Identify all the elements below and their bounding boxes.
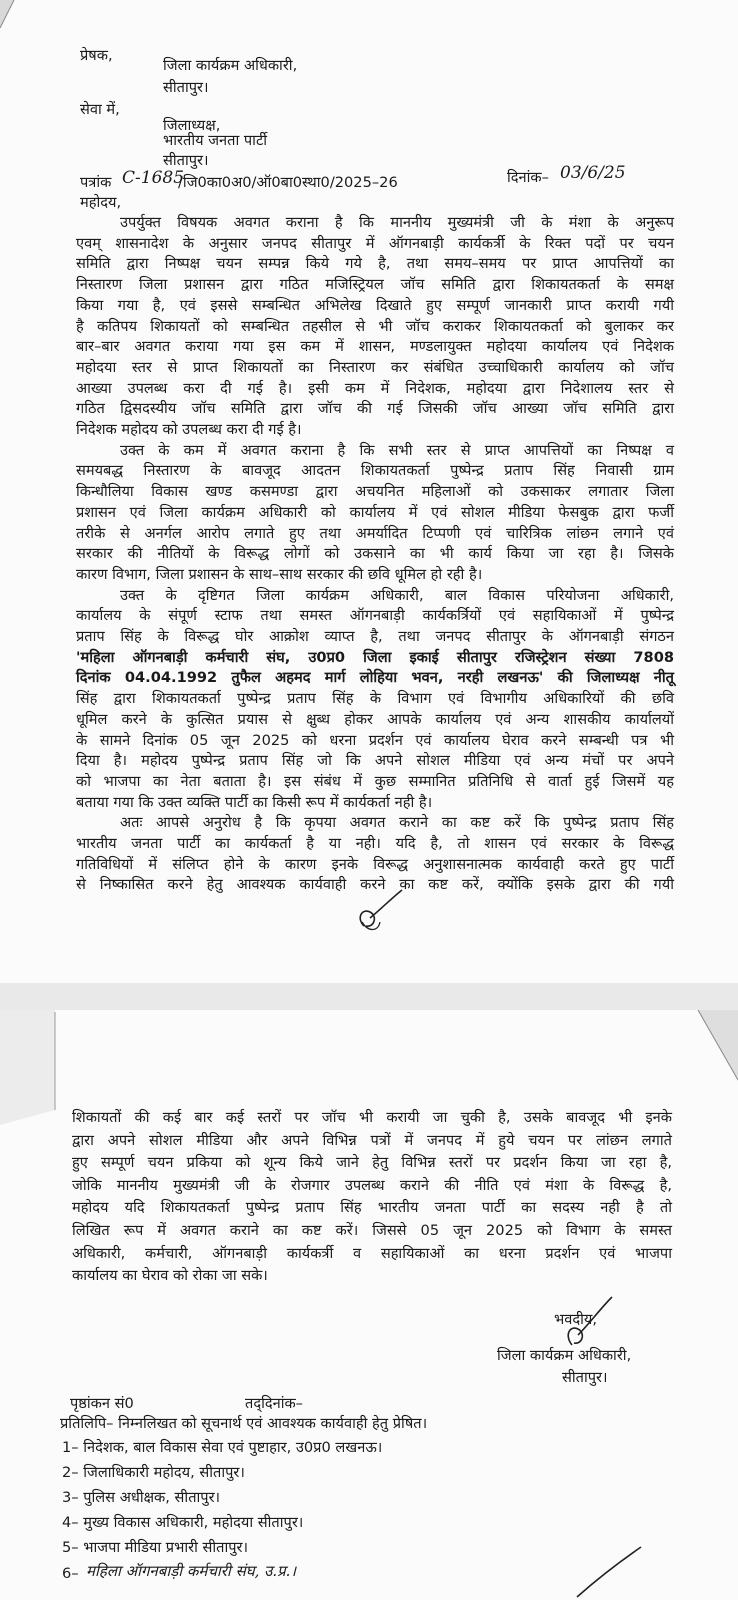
body-line: अधिकारी, कर्मचारी, ऑगनबाड़ी कार्यकर्त्री व सहायिकाओं का धरना प्रदर्शन एवं भाजपा bbox=[72, 1244, 672, 1262]
body-line: दिया है। महोदय पुष्पेन्द्र प्रताप सिंह जो कि अपने सोशल मीडिया एवं अन्य मंचों पर अपने bbox=[76, 752, 674, 770]
body-line: दिनांक 04.04.1992 तुफैल अहमद मार्ग लोहिया भवन, नरही लखनऊ' की जिलाध्यक्ष नीतू bbox=[76, 669, 674, 687]
body-line: सरकार की नीतियों के विरूद्ध लोगों को उकसाने का भी कार्य किया जा रहा है। जिसके bbox=[76, 545, 674, 563]
body-line: बार–बार अवगत कराया गया इस कम में शासन, मण्डलायुक्त महोदया कार्यालय एवं निदेशक bbox=[76, 338, 674, 356]
body-line: कार्यालय के संपूर्ण स्टाफ तथा समस्त ऑगनबाड़ी कार्यकर्त्रियों एवं सहायिकाओं में पुष्पेन्द्र bbox=[76, 607, 674, 625]
to-label: सेवा में, bbox=[80, 101, 120, 118]
body-line: धूमिल करने के कुत्सित प्रयास से क्षुब्ध होकर आपके कार्यालय एवं अन्य शासकीय कार्यालयों bbox=[76, 710, 674, 728]
copy-item-6-handwritten: महिला ऑगनबाड़ी कर्मचारी संघ, उ.प्र.। bbox=[86, 1562, 297, 1580]
body-line: प्रताप सिंह के विरूद्ध घोर आक्रोश व्याप्त है, तथा जनपद सीतापुर के ऑगनबाड़ी संगठन bbox=[76, 628, 674, 645]
body-line: आख्या उपलब्ध करा दी गई है। इसी कम में निदेशक, महोदया द्वारा निदेशालय स्तर से bbox=[76, 379, 674, 397]
copy-list-item: 5– भाजपा मीडिया प्रभारी सीतापुर। bbox=[62, 1539, 249, 1556]
pen-stroke bbox=[575, 1545, 645, 1600]
body-line: एवम् शासनादेश के अनुसार जनपद सीतापुर में ऑगनबाड़ी कार्यकर्त्री के रिक्त पदों पर चयन bbox=[76, 234, 674, 252]
body-line: से निष्कासित करने हेतु आवश्यक कार्यवाही करने का कष्ट करें, क्योंकि इसके द्वारा की गयी bbox=[76, 876, 674, 894]
body-line: को भाजपा का नेता बताता है। इस संबंध में कुछ सम्मानित प्रतिनिधि से वार्ता हुई जिसमें यह bbox=[76, 772, 674, 790]
body-line: सिंह द्वारा शिकायतकर्ता पुष्पेन्द्र प्रताप सिंह के विभाग एवं विभागीय अधिकारियों की छवि bbox=[76, 690, 674, 708]
body-line: किन्धौलिया विकास खण्ड कसमण्डा द्वारा अचयनित महिलाओं को उकसाकर लगातार जिला bbox=[76, 483, 674, 501]
body-line: कार्यालय का घेराव को रोका जा सके। bbox=[72, 1267, 268, 1285]
body-line: द्वारा अपने सोशल मीडिया और अपने विभिन्न पत्रों में जनपद में हुये चयन पर लांछन लगाते bbox=[72, 1131, 672, 1149]
body-line: प्रशासन एवं जिला कार्यक्रम अधिकारी को कार्यालय में एवं सोशल मीडिया फेसबुक द्वारा फर्जी bbox=[76, 503, 674, 521]
signoff-line-2: सीतापुर। bbox=[562, 1369, 608, 1386]
date-handwritten: 03/6/25 bbox=[560, 163, 626, 183]
ref-handwritten: C-1685 bbox=[122, 168, 185, 188]
body-line: उक्त के दृष्टिगत जिला कार्यक्रम अधिकारी, बाल विकास परियोजना अधिकारी, bbox=[120, 586, 674, 604]
body-line: के सामने दिनांक 05 जून 2025 को धरना प्रदर्शन एवं कार्यालय घेराव करने सम्बन्धी पत्र भी bbox=[76, 731, 674, 749]
body-line: 'महिला ऑगनबाड़ी कर्मचारी संघ, उ0प्र0 जिला इकाई सीतापुर रजिस्ट्रेशन संख्या 7808 bbox=[76, 648, 674, 666]
ref-number: /जि0का0अ0/ऑ0बा0स्था0/2025–26 bbox=[178, 174, 398, 191]
body-line: हुए सम्पूर्ण चयन प्रकिया को शून्य किये जाने हेतु विभिन्न स्तरों पर प्रदर्शन किया जा रहा है, bbox=[72, 1154, 672, 1172]
endorsement-date: तद्‌दिनांक– bbox=[245, 1395, 303, 1412]
body-line: गतिविधियों में संलिप्त होने के कारण इनके विरूद्ध अनुशासनात्मक कार्यवाही करते हुए पार्टी bbox=[76, 855, 674, 873]
signoff-line-1: जिला कार्यक्रम अधिकारी, bbox=[497, 1347, 632, 1364]
copy-list-item: 3– पुलिस अधीक्षक, सीतापुर। bbox=[62, 1489, 221, 1506]
endorsement-number: पृष्ठांकन सं0 bbox=[70, 1395, 134, 1412]
body-line: उक्त के कम में अवगत कराना है कि सभी स्तर से प्राप्त आपत्तियों का निष्पक्ष व bbox=[120, 441, 674, 459]
body-line: समयबद्ध निस्तारण के बावजूद आदतन शिकायतकर्ता पुष्पेन्द्र प्रताप सिंह निवासी ग्राम bbox=[76, 462, 674, 480]
copy-item-6-number: 6– bbox=[62, 1565, 79, 1582]
to-line-3: सीतापुर। bbox=[163, 152, 209, 169]
body-line: महोदया स्तर से प्राप्त शिकायतों का निस्तारण कर संबंधित उच्चाधिकारी कार्यालय को जॉच bbox=[76, 358, 674, 376]
copy-list-item: 1– निदेशक, बाल विकास सेवा एवं पुष्टाहार, उ0प्र0 लखनऊ। bbox=[62, 1439, 383, 1456]
page-corner-fold bbox=[0, 0, 70, 45]
closing: भवदीय, bbox=[554, 1311, 598, 1328]
body-line: समिति द्वारा निष्पक्ष चयन सम्पन्न किये गये है, तथा समय–समय पर प्राप्त आपत्तियों का bbox=[76, 255, 674, 273]
body-line: कारण विभाग, जिला प्रशासन के साथ–साथ सरकार की छवि धूमिल हो रही है। bbox=[76, 565, 483, 583]
body-line: है कतिपय शिकायतों को सम्बन्धित तहसील से भी जॉच कराकर शिकायतकर्ता को बुलाकर कर bbox=[76, 317, 674, 335]
date-label: दिनांक– bbox=[507, 169, 549, 186]
sender-line-1: जिला कार्यक्रम अधिकारी, bbox=[163, 57, 298, 74]
to-line-2: भारतीय जनता पार्टी bbox=[163, 132, 268, 149]
to-line-1: जिलाध्यक्ष, bbox=[163, 117, 221, 134]
body-line: उपर्युक्त विषयक अवगत कराना है कि माननीय मुख्यमंत्री जी के मंशा के अनुरूप bbox=[120, 214, 674, 231]
copy-list-item: 4– मुख्य विकास अधिकारी, महोदया सीतापुर। bbox=[62, 1514, 304, 1531]
sender-label: प्रेषक, bbox=[80, 47, 113, 64]
ref-label: पत्रांक bbox=[80, 174, 112, 191]
body-line: लिखित रूप में अवगत कराने का कष्ट करें। जिससे 05 जून 2025 को विभाग के समस्त bbox=[72, 1222, 672, 1239]
body-line: जोकि माननीय मुख्यमंत्री जी के रोजगार उपलब्ध कराने की नीति एवं मंशा के विरूद्ध है, bbox=[72, 1176, 672, 1194]
body-line: निदेशक महोदय को उपलब्ध करा दी गई है। bbox=[76, 421, 302, 438]
body-line: किया गया है, एवं इससे सम्बन्धित अभिलेख दिखाते हुए सम्पूर्ण जानकारी प्राप्त करायी गयी bbox=[76, 296, 674, 314]
body-line: अतः आपसे अनुरोध है कि कृपया अवगत कराने का कष्ट करें कि पुष्पेन्द्र प्रताप सिंह bbox=[120, 814, 674, 832]
body-line: गठित द्विसदस्यीय जॉच समिति द्वारा जॉच की गई जिसकी जॉच आख्या जॉच समिति द्वारा bbox=[76, 400, 674, 418]
body-line: महोदय यदि शिकायतकर्ता पुष्पेन्द्र प्रताप सिंह भारतीय जनता पार्टी का सदस्य नही है तो bbox=[72, 1199, 672, 1217]
sender-line-2: सीतापुर। bbox=[163, 79, 209, 96]
body-line: निस्तारण जिला प्रशासन द्वारा गठित मजिस्ट्रियल जॉच समिति द्वारा शिकायतकर्ता के समक्ष bbox=[76, 276, 674, 294]
copy-intro: प्रतिलिपि– निम्नलिखत को सूचनार्थ एवं आवश्यक कार्यवाही हेतु प्रेषित। bbox=[60, 1415, 428, 1432]
copy-list-item: 2– जिलाधिकारी महोदय, सीतापुर। bbox=[62, 1464, 245, 1481]
body-line: भारतीय जनता पार्टी का कार्यकर्ता है या नही। यदि है, तो शासन एवं सरकार के विरूद्ध bbox=[76, 835, 674, 852]
body-line: बताया गया कि उक्त व्यक्ति पार्टी का किसी रूप में कार्यकर्ता नही है। bbox=[76, 793, 433, 811]
body-line: तरीके से अनर्गल आरोप लगाते हुए तथा अमर्यादित टिप्पणी एवं चारित्रिक लांछन लगाने एवं bbox=[76, 524, 674, 542]
letter-page-2 bbox=[0, 1010, 738, 1600]
salutation: महोदय, bbox=[80, 194, 122, 211]
body-line: शिकायतों की कई बार कई स्तरों पर जॉच भी करायी जा चुकी है, उसके बावजूद भी इनके bbox=[72, 1109, 672, 1126]
initials-signature bbox=[352, 888, 412, 938]
